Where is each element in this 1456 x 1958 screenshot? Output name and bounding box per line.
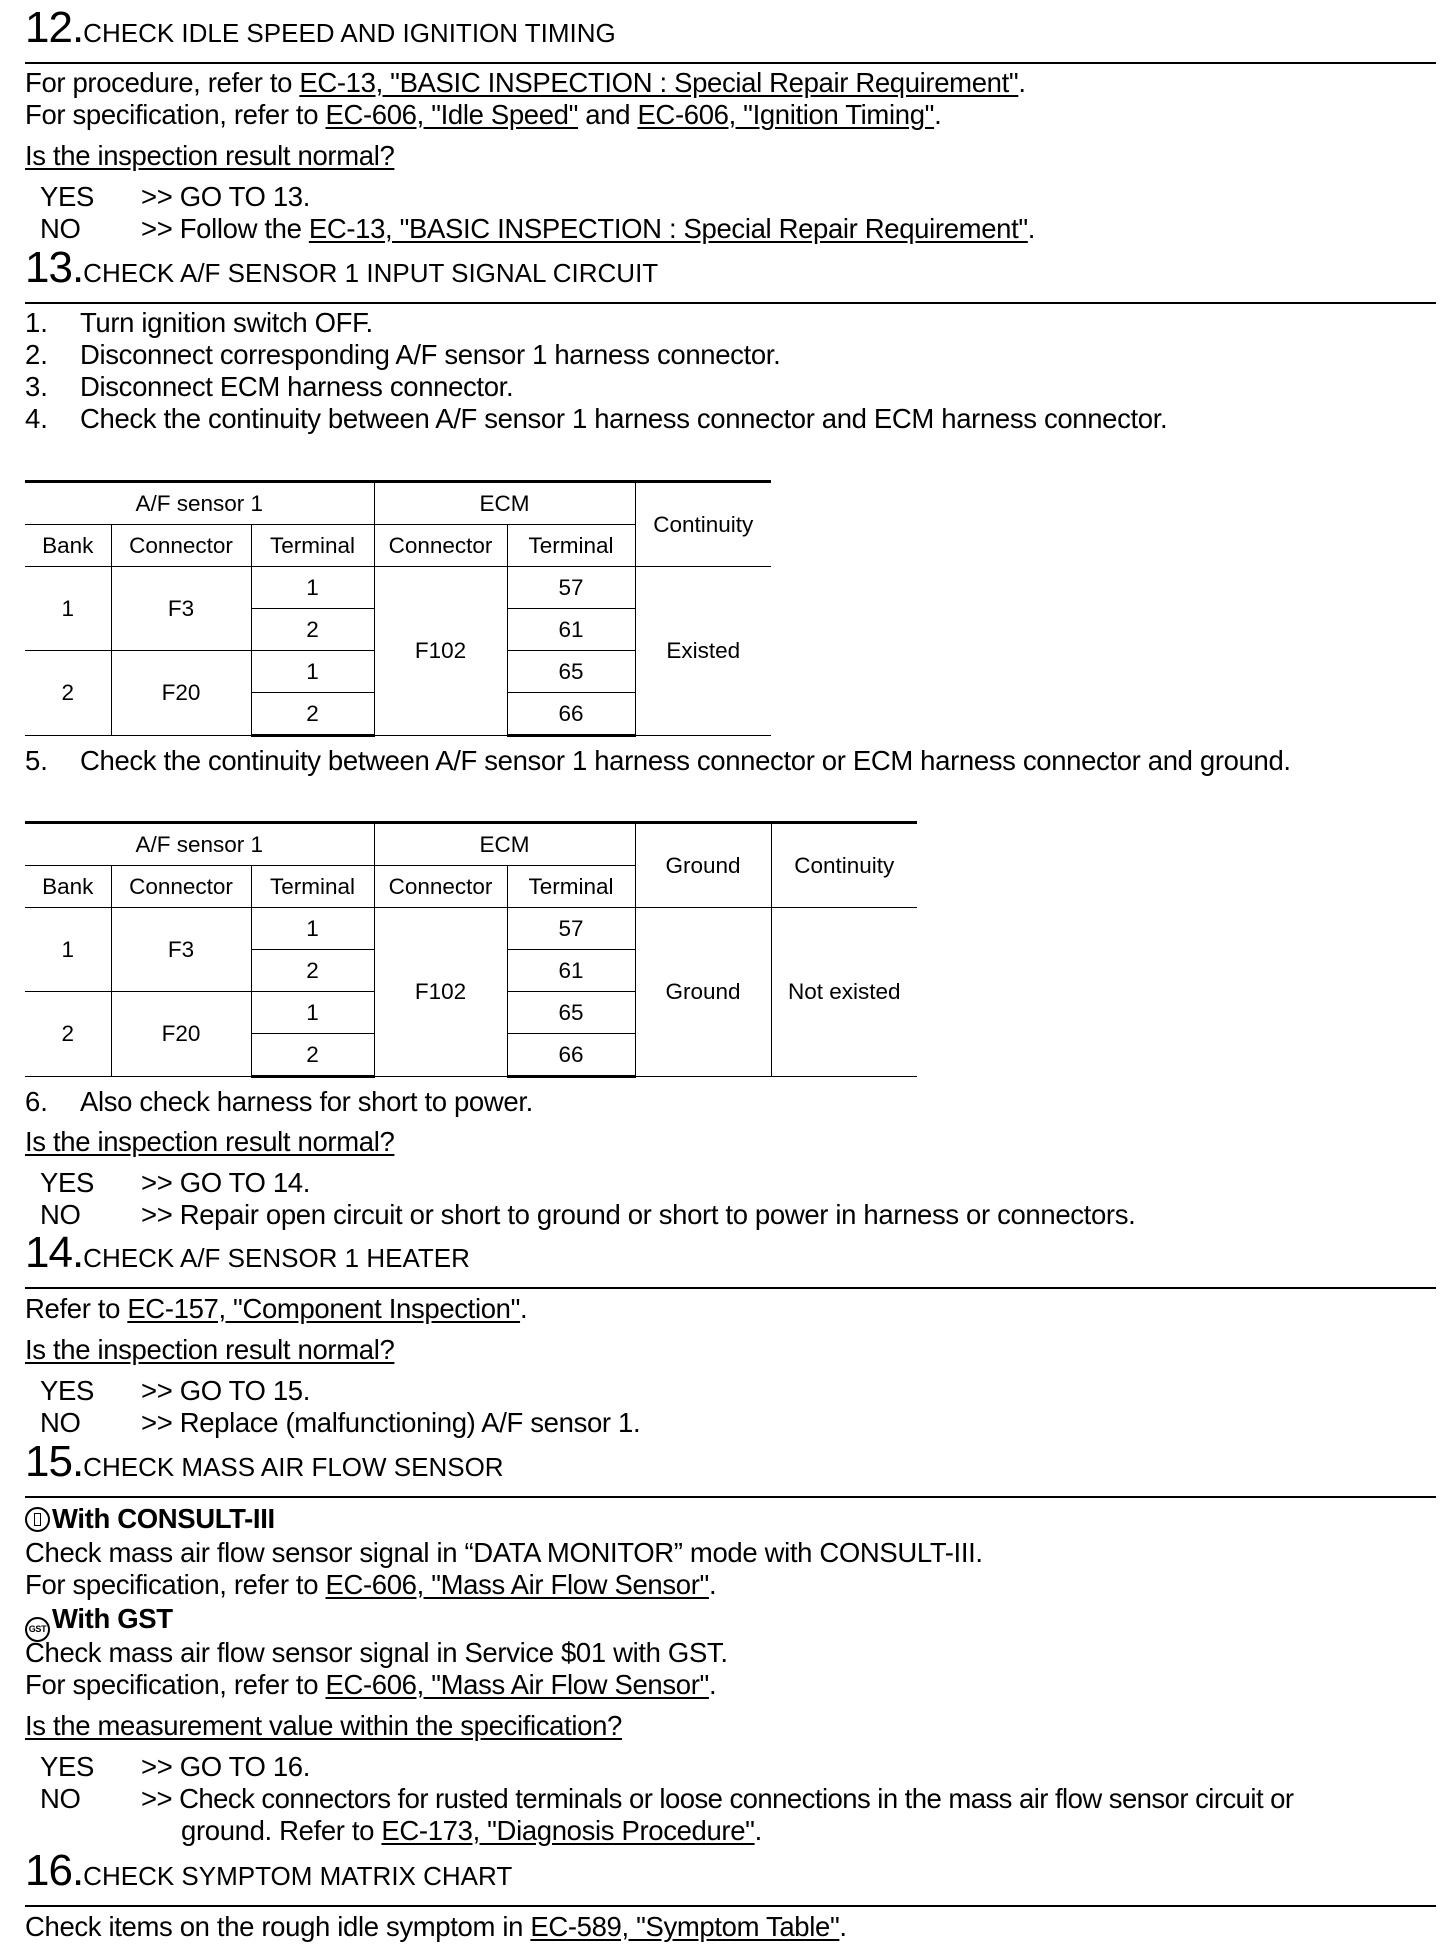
step-title: CHECK SYMPTOM MATRIX CHART xyxy=(83,1861,513,1891)
cell-ecm-terminal: 61 xyxy=(507,950,635,992)
cell-connector: F20 xyxy=(111,651,251,736)
header-ecm-connector: Connector xyxy=(374,866,507,908)
header-ecm: ECM xyxy=(374,482,635,525)
header-terminal: Terminal xyxy=(251,866,374,908)
list-number: 1. xyxy=(25,307,48,338)
header-terminal: Terminal xyxy=(251,525,374,567)
list-item: Check the continuity between A/F sensor 1 harness connector or ECM harness connector and ground. xyxy=(80,745,1291,776)
step-number: 14. xyxy=(25,1228,84,1277)
step-title: CHECK A/F SENSOR 1 INPUT SIGNAL CIRCUIT xyxy=(83,258,659,288)
gst-instruction: Check mass air flow sensor signal in Service $01 with GST. xyxy=(25,1637,728,1668)
question: Is the inspection result normal? xyxy=(25,1126,395,1157)
list-item: Disconnect corresponding A/F sensor 1 harness connector. xyxy=(80,339,781,370)
list-number: 2. xyxy=(25,339,48,370)
header-ecm-connector: Connector xyxy=(374,525,507,567)
ref-link[interactable]: EC-606, "Idle Speed" xyxy=(325,99,579,130)
step-title: CHECK IDLE SPEED AND IGNITION TIMING xyxy=(83,18,616,48)
step-title: CHECK MASS AIR FLOW SENSOR xyxy=(83,1452,504,1482)
yes-label: YES xyxy=(40,1375,94,1406)
no-action: >> Check connectors for rusted terminals or loose connections in the mass air flow sensor circuit or xyxy=(141,1783,1294,1814)
cell-ecm-terminal: 66 xyxy=(507,693,635,736)
yes-action: >> GO TO 13. xyxy=(141,181,311,212)
list-item: Turn ignition switch OFF. xyxy=(80,307,373,338)
question: Is the inspection result normal? xyxy=(25,140,395,171)
specification-line: For specification, refer to EC-606, "Idle Speed" and EC-606, "Ignition Timing". xyxy=(25,99,942,130)
step-number: 16. xyxy=(25,1846,84,1895)
cell-ecm-connector: F102 xyxy=(374,567,507,736)
no-action: >> Repair open circuit or short to ground or short to power in harness or connectors. xyxy=(141,1199,1136,1230)
step-number: 13. xyxy=(25,243,84,292)
cell-ecm-terminal: 66 xyxy=(507,1034,635,1077)
question: Is the measurement value within the specification? xyxy=(25,1710,622,1741)
list-number: 3. xyxy=(25,371,48,402)
header-af-sensor: A/F sensor 1 xyxy=(25,823,374,866)
cell-ecm-terminal: 57 xyxy=(507,567,635,609)
divider xyxy=(25,1287,1436,1289)
cell-bank: 1 xyxy=(25,908,111,992)
no-action-continued: ground. Refer to EC-173, "Diagnosis Procedure". xyxy=(181,1815,762,1846)
header-bank: Bank xyxy=(25,866,111,908)
header-continuity: Continuity xyxy=(635,482,771,567)
cell-bank: 2 xyxy=(25,992,111,1077)
gst-heading: GST With GST xyxy=(25,1603,173,1642)
header-ecm-terminal: Terminal xyxy=(507,866,635,908)
cell-terminal: 1 xyxy=(251,651,374,693)
cell-connector: F20 xyxy=(111,992,251,1077)
step-12-header xyxy=(25,3,616,52)
cell-continuity: Not existed xyxy=(771,908,917,1077)
header-connector: Connector xyxy=(111,866,251,908)
reference-line: Refer to EC-157, "Component Inspection". xyxy=(25,1293,528,1324)
cell-terminal: 2 xyxy=(251,950,374,992)
cell-connector: F3 xyxy=(111,908,251,992)
no-action: >> Replace (malfunctioning) A/F sensor 1. xyxy=(141,1407,641,1438)
cell-terminal: 1 xyxy=(251,992,374,1034)
step-number: 12. xyxy=(25,3,84,52)
step-15-header xyxy=(25,1437,504,1486)
cell-terminal: 2 xyxy=(251,693,374,736)
cell-terminal: 1 xyxy=(251,567,374,609)
ref-link[interactable]: EC-589, "Symptom Table" xyxy=(530,1911,840,1942)
step-14-header xyxy=(25,1228,470,1277)
cell-terminal: 2 xyxy=(251,1034,374,1077)
ref-link[interactable]: EC-173, "Diagnosis Procedure" xyxy=(381,1815,755,1846)
divider xyxy=(25,1496,1436,1498)
ref-link[interactable]: EC-606, "Mass Air Flow Sensor" xyxy=(325,1569,709,1600)
no-label: NO xyxy=(40,1199,81,1230)
ref-link[interactable]: EC-13, "BASIC INSPECTION : Special Repair Requirement" xyxy=(308,213,1028,244)
cell-bank: 2 xyxy=(25,651,111,736)
list-item: Also check harness for short to power. xyxy=(80,1086,533,1117)
continuity-table-ground xyxy=(25,821,917,1078)
cell-ecm-terminal: 61 xyxy=(507,609,635,651)
consult-heading: With CONSULT-III xyxy=(25,1503,275,1535)
header-connector: Connector xyxy=(111,525,251,567)
cell-connector: F3 xyxy=(111,567,251,651)
cell-continuity: Existed xyxy=(635,567,771,736)
no-label: NO xyxy=(40,1783,81,1814)
no-action: >> Follow the EC-13, "BASIC INSPECTION : Special Repair Requirement". xyxy=(141,213,1036,244)
cell-bank: 1 xyxy=(25,567,111,651)
header-ground: Ground xyxy=(635,823,771,908)
continuity-table-ecm xyxy=(25,480,771,737)
list-item: Disconnect ECM harness connector. xyxy=(80,371,514,402)
divider xyxy=(25,62,1436,64)
divider xyxy=(25,302,1436,304)
yes-label: YES xyxy=(40,1167,94,1198)
header-af-sensor: A/F sensor 1 xyxy=(25,482,374,525)
ref-link[interactable]: EC-606, "Ignition Timing" xyxy=(637,99,935,130)
step-13-header xyxy=(25,243,659,292)
list-number: 5. xyxy=(25,745,48,776)
yes-action: >> GO TO 15. xyxy=(141,1375,311,1406)
step-16-header xyxy=(25,1846,513,1895)
yes-action: >> GO TO 16. xyxy=(141,1751,311,1782)
list-number: 4. xyxy=(25,403,48,434)
cell-ecm-terminal: 57 xyxy=(507,908,635,950)
specification-line: For specification, refer to EC-606, "Mass Air Flow Sensor". xyxy=(25,1569,717,1600)
consult-instruction: Check mass air flow sensor signal in “DATA MONITOR” mode with CONSULT-III. xyxy=(25,1537,983,1568)
header-ecm-terminal: Terminal xyxy=(507,525,635,567)
no-label: NO xyxy=(40,1407,81,1438)
gst-tool-icon: GST xyxy=(25,1617,50,1642)
ref-link[interactable]: EC-13, "BASIC INSPECTION : Special Repair Requirement" xyxy=(299,67,1019,98)
ref-link[interactable]: EC-606, "Mass Air Flow Sensor" xyxy=(325,1669,709,1700)
cell-terminal: 1 xyxy=(251,908,374,950)
divider xyxy=(25,1905,1436,1907)
question: Is the inspection result normal? xyxy=(25,1334,395,1365)
consult-tool-icon xyxy=(25,1507,50,1532)
cell-terminal: 2 xyxy=(251,609,374,651)
yes-label: YES xyxy=(40,1751,94,1782)
list-number: 6. xyxy=(25,1086,48,1117)
cell-ecm-terminal: 65 xyxy=(507,651,635,693)
list-item: Check the continuity between A/F sensor 1 harness connector and ECM harness connector. xyxy=(80,403,1168,434)
yes-action: >> GO TO 14. xyxy=(141,1167,311,1198)
cell-ground: Ground xyxy=(635,908,771,1077)
no-label: NO xyxy=(40,213,81,244)
header-bank: Bank xyxy=(25,525,111,567)
header-ecm: ECM xyxy=(374,823,635,866)
header-continuity: Continuity xyxy=(771,823,917,908)
step-title: CHECK A/F SENSOR 1 HEATER xyxy=(83,1243,470,1273)
ref-link[interactable]: EC-157, "Component Inspection" xyxy=(127,1293,521,1324)
reference-line: Check items on the rough idle symptom in EC-589, "Symptom Table". xyxy=(25,1911,847,1942)
specification-line: For specification, refer to EC-606, "Mass Air Flow Sensor". xyxy=(25,1669,717,1700)
cell-ecm-terminal: 65 xyxy=(507,992,635,1034)
step-number: 15. xyxy=(25,1437,84,1486)
cell-ecm-connector: F102 xyxy=(374,908,507,1077)
yes-label: YES xyxy=(40,181,94,212)
procedure-line: For procedure, refer to EC-13, "BASIC INSPECTION : Special Repair Requirement". xyxy=(25,67,1026,98)
